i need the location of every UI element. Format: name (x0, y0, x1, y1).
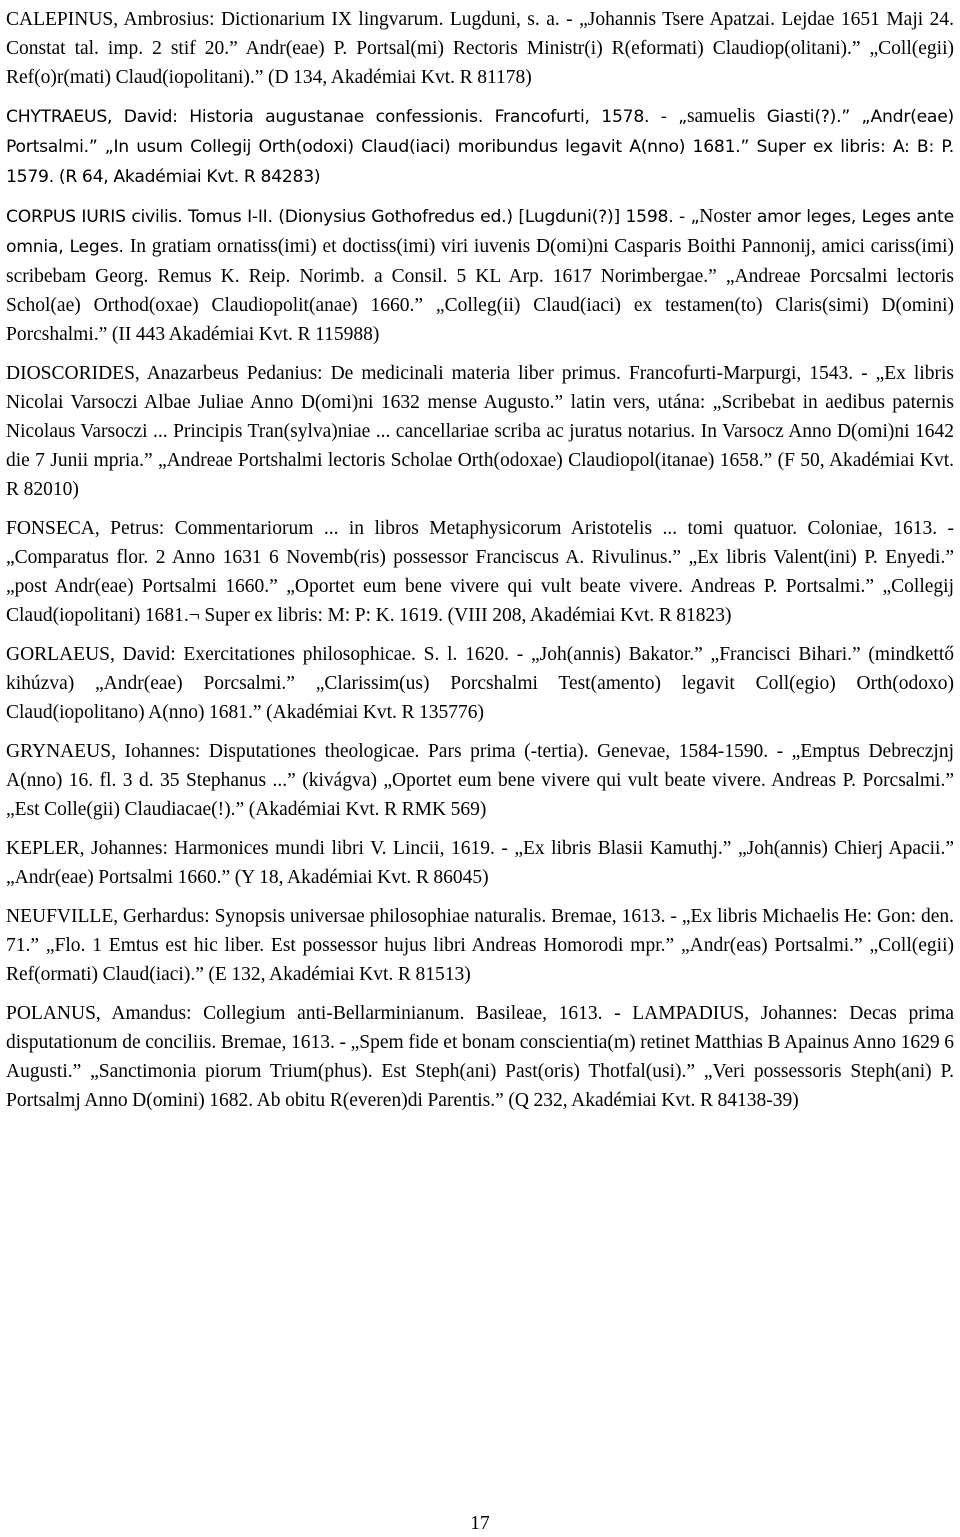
entry-text: samuelis (686, 106, 756, 127)
entry-text: CALEPINUS, Ambrosius: Dictionarium IX lingvarum. Lugduni, s. a. - „Johannis Tsere Apatzai. Lejdae 1651 Maji 24. Constat tal. imp. 2 stif 20.” Andr(eae) P. Portsal(mi) Rectoris Ministr(i) R(eformati) Claudiop(olitani).” „Coll(egii) Ref(o)r(mati) Claud(iopolitani).” (D 134, Akadémiai Kvt. R 81178) (6, 9, 954, 88)
catalog-entry-polanus (6, 999, 954, 1115)
entry-text: GORLAEUS, David: Exercitationes philosophicae. S. l. 1620. - „Joh(annis) Bakator.” „Francisci Bihari.” (mindkettő kihúzva) „Andr(eae) Porcsalmi.” „Clarissim(us) Porcshalmi Test(amento) legavit Coll(egio) Orth(odoxo) Claud(iopolitano) A(nno) 1681.” (Akadémiai Kvt. R 135776) (6, 644, 954, 723)
catalog-entry-corpus-iuris (6, 202, 954, 349)
entry-text: In gratiam ornatiss(imi) et doctiss(imi) viri iuvenis D(omi)ni Casparis Boithi Pannonij, amici cariss(imi) scribebam Georg. Remus K. Reip. Norimb. a Consil. 5 KL Arp. 1617 Norimbergae.” „Andreae Porcsalmi lectoris Schol(ae) Orthod(oxae) Claudiopolit(anae) 1660.” „Colleg(ii) Claud(iaci) ex testamen(to) Claris(simi) D(omini) Porcshalmi.” (II 443 Akadémiai Kvt. R 115988) (6, 236, 954, 345)
entry-text: DIOSCORIDES, Anazarbeus Pedanius: De medicinali materia liber primus. Francofurti-Marpurgi, 1543. - „Ex libris Nicolai Varsoczi Albae Juliae Anno D(omi)ni 1632 mense Augusto.” latin vers, utána: „Scribebat in aedibus paternis Nicolaus Varsoczi ... Principis Tran(sylva)niae ... cancellariae scriba ac juratus notarius. In Varsocz Anno D(omi)ni 1642 die 7 Junii mpria.” „Andreae Portshalmi lectoris Scholae Orth(odoxae) Claudiopol(itanae) 1658.” (F 50, Akadémiai Kvt. R 82010) (6, 363, 954, 500)
catalog-entry-fonseca (6, 514, 954, 630)
entry-text: NEUFVILLE, Gerhardus: Synopsis universae philosophiae naturalis. Bremae, 1613. - „Ex libris Michaelis He: Gon: den. 71.” „Flo. 1 Emtus est hic liber. Est possessor hujus libri Andreas Homorodi mpr.” „Andr(eas) Portsalmi.” „Coll(egii) Ref(ormati) Claud(iaci).” (E 132, Akadémiai Kvt. R 81513) (6, 906, 954, 985)
catalog-entry-calepinus (6, 5, 954, 92)
catalog-entries (6, 5, 954, 1115)
page-number: 17 (470, 1513, 490, 1534)
entry-text: POLANUS, Amandus: Collegium anti-Bellarminianum. Basileae, 1613. - LAMPADIUS, Johannes: Decas prima disputationum de conciliis. Bremae, 1613. - „Spem fide et bonam conscientia(m) retinet Matthias B Apainus Anno 1629 6 Augusti.” „Sanctimonia piorum Trium(phus). Est Steph(ani) Past(oris) Thotfal(usi).” „Veri possessoris Steph(ani) P. Portsalmj Anno D(omini) 1682. Ab obitu R(everen)di Parentis.” (Q 232, Akadémiai Kvt. R 84138-39) (6, 1003, 954, 1111)
entry-text: CHYTRAEUS, David: Historia augustanae confessionis. Francofurti, 1578. - „ (6, 107, 687, 127)
catalog-entry-kepler (6, 834, 954, 892)
catalog-entry-gorlaeus (6, 640, 954, 727)
entry-text: Noster (699, 206, 752, 227)
entry-text: GRYNAEUS, Iohannes: Disputationes theologicae. Pars prima (-tertia). Genevae, 1584-1590. - „Emptus Debreczjnj A(nno) 16. fl. 3 d. 35 Stephanus ...” (kivágva) „Oportet eum bene vivere qui vult beate vivere. Andreas P. Porcsalmi.” „Est Colle(gii) Claudiacae(!).” (Akadémiai Kvt. R RMK 569) (6, 741, 954, 820)
entry-text: Giasti(?).” „Andr(eae) Portsalmi.” „In usum Collegij Orth(odoxi) Claud(iaci) moribundus legavit A(nno) 1681.” Super ex libris: A: B: P. 1579. (R 64, Akadémiai Kvt. R 84283) (6, 107, 954, 187)
entry-text: FONSECA, Petrus: Commentariorum ... in libros Metaphysicorum Aristotelis ... tomi quatuor. Coloniae, 1613. - „Comparatus flor. 2 Anno 1631 6 Novemb(ris) possessor Franciscus A. Rivulinus.” „Ex libris Valent(ini) P. Enyedi.” „post Andr(eae) Portsalmi 1660.” „Oportet eum bene vivere qui vult beate vivere. Andreas P. Portsalmi.” „Collegij Claud(iopolitani) 1681.¬ Super ex libris: M: P: K. 1619. (VIII 208, Akadémiai Kvt. R 81823) (6, 518, 954, 626)
entry-text: KEPLER, Johannes: Harmonices mundi libri V. Lincii, 1619. - „Ex libris Blasii Kamuthj.” „Joh(annis) Chierj Apacii.” „Andr(eae) Portsalmi 1660.” (Y 18, Akadémiai Kvt. R 86045) (6, 838, 954, 888)
catalog-entry-neufville (6, 902, 954, 989)
catalog-entry-dioscorides (6, 359, 954, 504)
catalog-entry-chytraeus (6, 102, 954, 192)
entry-text: amor leges, Leges ante omnia, Leges. (6, 207, 954, 257)
entry-text: CORPUS IURIS civilis. Tomus I-II. (Dionysius Gothofredus ed.) [Lugduni(?)] 1598. - „ (6, 207, 700, 227)
catalog-entry-grynaeus (6, 737, 954, 824)
